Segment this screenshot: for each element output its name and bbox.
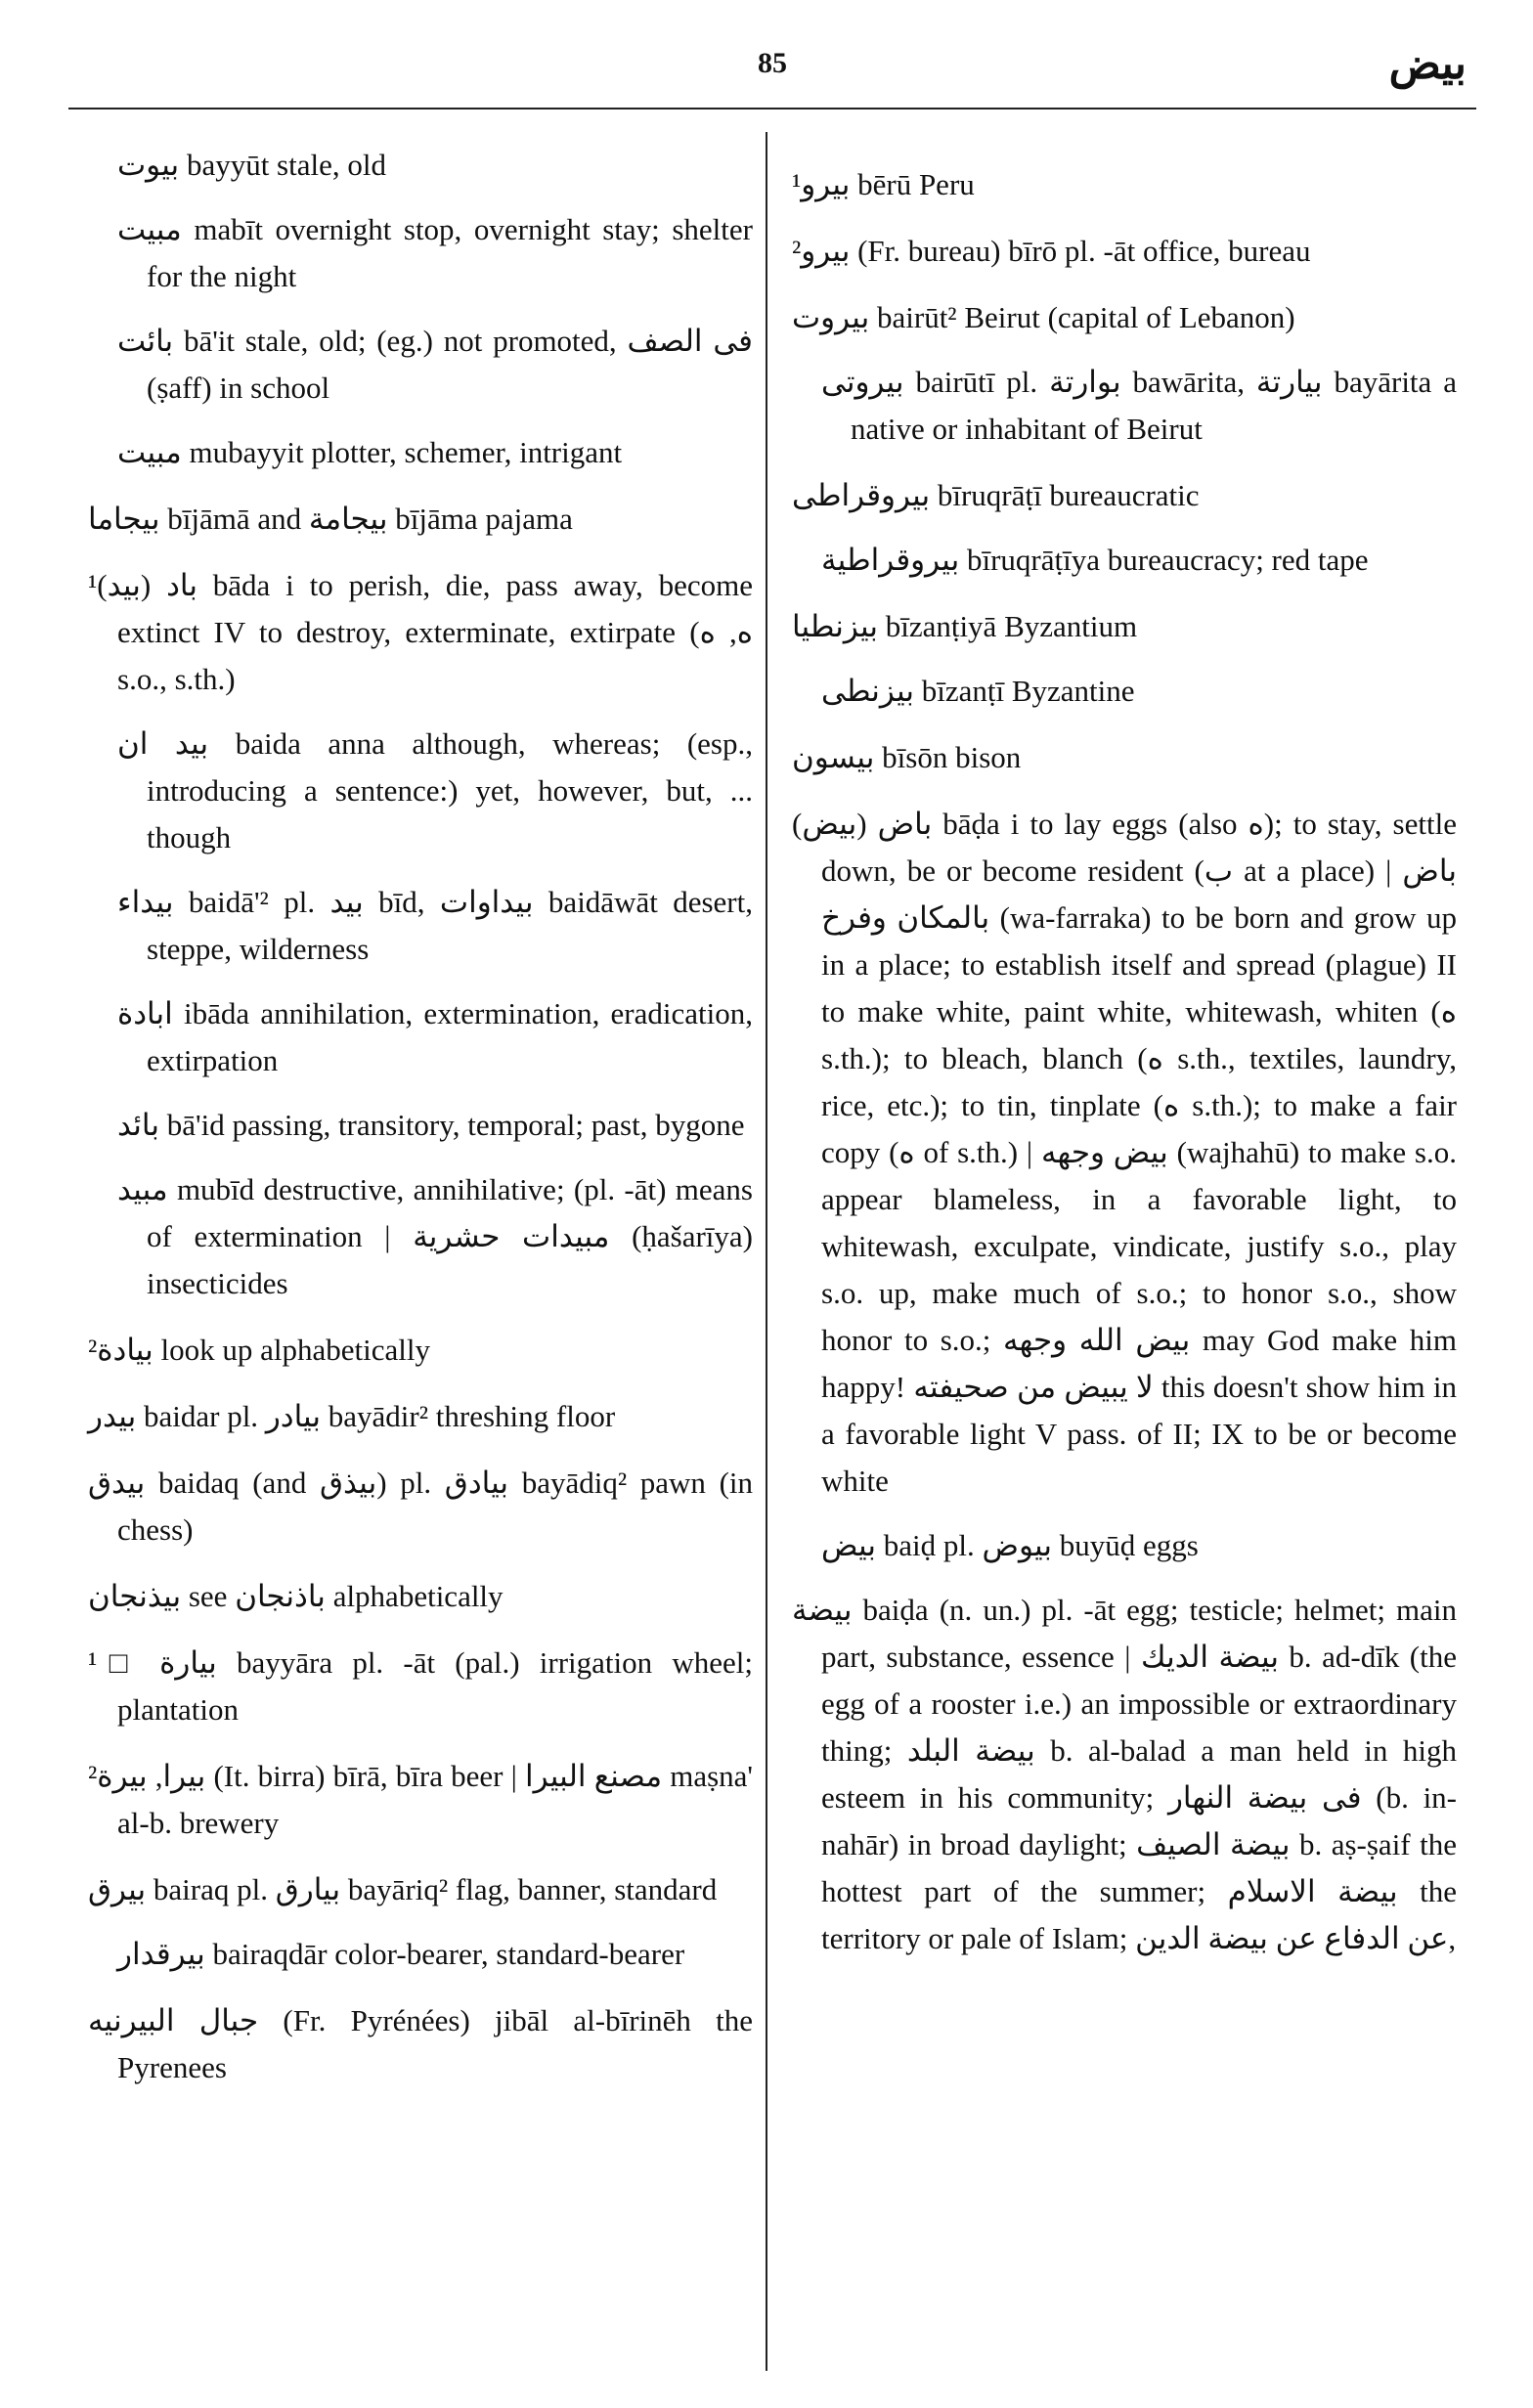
dictionary-entry: بيد ان baida anna although, whereas; (esp., introducing a sentence:) yet, however, but, ... though bbox=[117, 726, 753, 854]
page-number: 85 bbox=[758, 47, 787, 79]
dictionary-entry: ¹□ بيارة bayyāra pl. -āt (pal.) irrigation wheel; plantation bbox=[88, 1645, 753, 1727]
dictionary-entry: بيض baiḍ pl. بيوض buyūḍ eggs bbox=[821, 1528, 1199, 1562]
header-rule bbox=[68, 108, 1476, 109]
dictionary-entry: بيروتى bairūtī pl. بوارتة bawārita, بيارتة bayārita a native or inhabitant of Beirut bbox=[821, 365, 1457, 446]
right-column bbox=[792, 142, 1457, 1980]
dictionary-entry: بائت bā'it stale, old; (eg.) not promoted, فى الصف (ṣaff) in school bbox=[117, 324, 753, 405]
dictionary-entry: بيدر baidar pl. بيادر bayādir² threshing floor bbox=[88, 1399, 616, 1433]
dictionary-entry: ²بيادة look up alphabetically bbox=[88, 1333, 431, 1367]
dictionary-entry: ابادة ibāda annihilation, extermination, eradication, extirpation bbox=[117, 996, 753, 1077]
dictionary-entry: بيجاما bījāmā and بيجامة bījāma pajama bbox=[88, 502, 573, 536]
dictionary-entry: بيداء baidā'² pl. بيد bīd, بيداوات baidāwāt desert, steppe, wilderness bbox=[117, 885, 753, 966]
dictionary-entry: بيزنطيا bīzanṭiyā Byzantium bbox=[792, 609, 1138, 643]
dictionary-entry: بيذنجان see باذنجان alphabetically bbox=[88, 1579, 504, 1613]
left-column bbox=[88, 142, 753, 2109]
dictionary-entry: بيرق bairaq pl. بيارق bayāriq² flag, banner, standard bbox=[88, 1872, 718, 1906]
dictionary-entry: مبيت mubayyit plotter, schemer, intrigant bbox=[117, 435, 623, 469]
dictionary-entry: مبيد mubīd destructive, annihilative; (pl. -āt) means of extermination | مبيدات حشرية (ḥašarīya) insecticides bbox=[117, 1172, 753, 1300]
dictionary-entry: بيرقدار bairaqdār color-bearer, standard-bearer bbox=[117, 1937, 685, 1971]
column-divider bbox=[766, 132, 767, 2371]
dictionary-entry: بيروقراطية bīruqrāṭīya bureaucracy; red tape bbox=[821, 543, 1369, 577]
dictionary-entry: بيوت bayyūt stale, old bbox=[117, 148, 386, 182]
dictionary-entry: بيضة baiḍa (n. un.) pl. -āt egg; testicle; helmet; main part, substance, essence | بيضة الديك b. ad-dīk (the egg of a rooster i.e.) an impossible or extraordinary thing; بيضة البلد b. al-balad a man held in high esteem in his community; فى بيضة النهار (b. in-nahār) in broad daylight; بيضة الصيف b. aṣ-ṣaif the hottest part of the summer; بيضة الاسلام the territory or pale of Islam; عن الدفاع عن بيضة الدين, bbox=[792, 1593, 1458, 1955]
page-header bbox=[68, 39, 1476, 108]
dictionary-entry: مبيت mabīt overnight stop, overnight stay; shelter for the night bbox=[117, 212, 753, 293]
dictionary-entry: ¹(بيد) باد bāda i to perish, die, pass away, become extinct IV to destroy, exterminate, extirpate (ه, ه s.o., s.th.) bbox=[88, 568, 753, 696]
dictionary-entry: بيسون bīsōn bison bbox=[792, 740, 1022, 774]
dictionary-entry: بيدق baidaq (and بيذق) pl. بيادق bayādiq² pawn (in chess) bbox=[88, 1466, 754, 1547]
dictionary-entry: جبال البيرنيه (Fr. Pyrénées) jibāl al-bīrinēh the Pyrenees bbox=[88, 2003, 753, 2084]
dictionary-entry: بيزنطى bīzanṭī Byzantine bbox=[821, 674, 1135, 708]
running-head: بيض bbox=[1388, 40, 1467, 88]
dictionary-entry: بيروت bairūt² Beirut (capital of Lebanon) bbox=[792, 300, 1295, 334]
dictionary-entry: ¹بيرو bērū Peru bbox=[792, 167, 975, 201]
dictionary-entry: بيروقراطى bīruqrāṭī bureaucratic bbox=[792, 478, 1200, 512]
dictionary-entry: ²بيرا, بيرة (It. birra) bīrā, bīra beer | مصنع البيرا maṣna' al-b. brewery bbox=[88, 1759, 754, 1840]
dictionary-entry: (بيض) باض bāḍa i to lay eggs (also ه); to stay, settle down, be or become resident (ب at a place) | باض بالمكان وفرخ (wa-farraka) to be born and grow up in a place; to establish itself and spread (plague) II to make white, paint white, whitewash, whiten (ه s.th.); to bleach, blanch (ه s.th., textiles, laundry, rice, etc.); to tin, tinplate (ه s.th.); to make a fair copy (ه of s.th.) | بيض وجهه (wajhahū) to make s.o. appear blameless, in a favorable light, to whitewash, exculpate, vindicate, justify s.o., play s.o. up, make much of s.o.; to honor s.o., show honor to s.o.; بيض الله وجهه may God make him happy! لا يبيض من صحيفته this doesn't show him in a favorable light V pass. of II; IX to be or become white bbox=[792, 807, 1458, 1498]
dictionary-entry: ²بيرو (Fr. bureau) bīrō pl. -āt office, bureau bbox=[792, 234, 1311, 268]
dictionary-entry: بائد bā'id passing, transitory, temporal; past, bygone bbox=[117, 1108, 745, 1142]
